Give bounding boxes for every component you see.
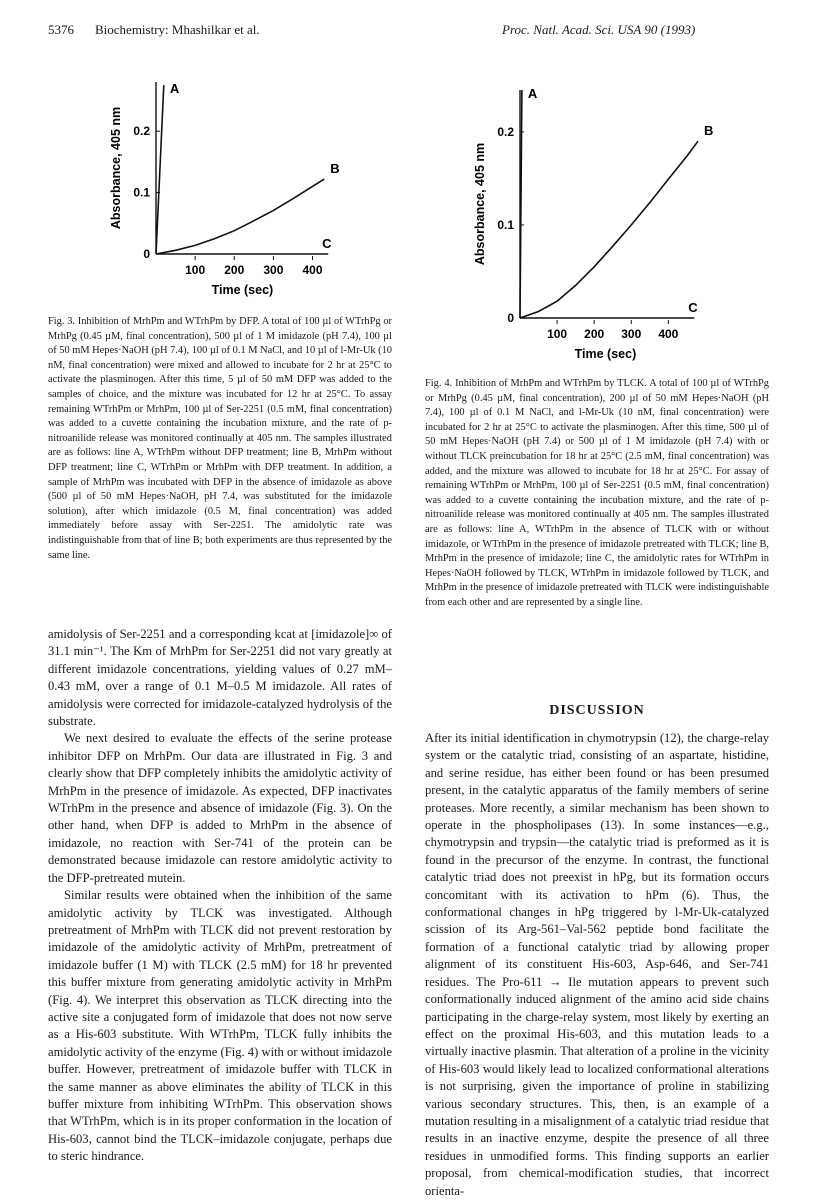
figure-4-caption-text: Inhibition of MrhPm and WTrhPm by TLCK. A total of 100 µl of WTrhPg or MrhPg (0.45 µM, final concentration), 200 µl of 50 mM Hepes·NaOH (pH 7.4), 100 µl of 0.1 M NaCl, and l-Mr-Uk (10 nM, final concentration) were incubated for 2 hr at 25°C to activate the plasminogen. After this time, 500 µl of 50 mM Hepes·NaOH (pH 7.4) or 500 µl of 1 M imidazole (pH 7.4) with or without TLCK preincubation for 18 hr at 25°C (2.5 mM, final concentration) was added, and the mixture was allowed to incubate for 18 hr at 25°C. For assay of remaining WTrhPm or MrhPm, 100 µl of Ser-2251 (0.5 mM, final concentration) was added to a cuvette containing the incubation mixture, and the rate of p-nitroanilide release was monitored continually at 405 nm. The samples illustrated are as follows: line A, WTrhPm in the absence of TLCK with or without imidazole, or WTrhPm in the presence of imidazole pretreated with TLCK; line B, MrhPm in the presence of imidazole; line C, the amidolytic rates for WTrhPm in Hepes·NaOH followed by TLCK, WTrhPm in imidazole followed by TLCK, and MrhPm in the presence of imidazole pretreated with TLCK were indistinguishable from each other and are represented by a single line.: [425, 378, 769, 608]
paragraph: Similar results were obtained when the inhibition of the same amidolytic activity by TLCK was investigated. Although pretreatment of MrhPm with TLCK did not prevent restoration by imidazole of the amidolytic activity of MrhPm, pretreatment of imidazole buffer (1 M) with TLCK (2.5 mM) for 18 hr prevented this buffer mixture from generating amidolytic activity in MrhPm (Fig. 4). We interpret this observation as TLCK directing into the active site a conjugated form of imidazole that does not now serve as a His-603 substitute. With WTrhPm, TLCK fully inhibits the amidolytic activity of the enzyme (Fig. 4) with or without imidazole buffer. However, pretreatment of imidazole buffer with TLCK in the same manner as above eliminates the ability of TLCK in this buffer mixture from inhibiting WTrhPm. This observation shows that WTrhPm, which is in its proper conformation in the location of His-603, cannot bind the TLCK–imidazole conjugate, perhaps due to steric hindrance.: [48, 888, 392, 1164]
figure-4-chart: [470, 84, 714, 370]
series-label-b: B: [330, 161, 340, 177]
figure-4-caption: [425, 377, 769, 611]
y-tick-label: 0.2: [133, 124, 150, 139]
x-tick-label: 100: [185, 263, 206, 277]
y-axis-label: Absorbance, 405 nm: [109, 106, 123, 230]
figure-3-chart: [100, 76, 340, 312]
x-axis-label: Time (sec): [574, 347, 637, 361]
paragraph: amidolysis of Ser-2251 and a corresponding kcat at [imidazole]∞ of 31.1 min⁻¹. The Km of MrhPm for Ser-2251 did not vary greatly at different imidazole concentrations, yielding values of 0.27 mM–0.43 mM, over a range of 0.1 M–0.5 M imidazole. All rates of amidolysis were corrected for imidazole-catalyzed hydrolysis of the substrate.: [48, 627, 392, 729]
y-tick-label: 0.1: [497, 217, 514, 232]
x-tick-label: 200: [224, 263, 245, 277]
x-tick-label: 300: [263, 263, 284, 277]
series-line-b: [156, 179, 324, 254]
x-tick-label: 300: [621, 327, 642, 341]
series-label-a: A: [169, 81, 180, 97]
y-axis-label: Absorbance, 405 nm: [473, 142, 487, 266]
series-line-a: [156, 85, 164, 254]
running-title-right: Proc. Natl. Acad. Sci. USA 90 (1993): [502, 22, 696, 37]
discussion-text: [425, 730, 769, 1200]
x-tick-label: 200: [584, 327, 605, 341]
x-axis-label: Time (sec): [211, 283, 274, 297]
figure-3-label: Fig. 3.: [48, 316, 75, 327]
series-label-c: C: [322, 236, 332, 251]
series-line-b: [520, 141, 698, 318]
y-tick-label: 0: [143, 247, 150, 261]
x-tick-label: 400: [302, 263, 323, 277]
figure-3-caption-text: Inhibition of MrhPm and WTrhPm by DFP. A total of 100 µl of WTrhPg or MrhPg (0.45 µM, final concentration), 500 µl of 1 M imidazole (pH 7.4), 100 µl of 50 mM Hepes·NaOH (pH 7.4), 100 µl of 0.1 M NaCl, and 10 µl of l-Mr-Uk (10 nM, final concentration) were mixed and allowed to incubate for 2 hr at 25°C to activate the plasminogen. After this time, 5 µl of 50 mM DFP was added to the samples of choice, and the mixture was incubated for 12 hr at 25°C. To assay remaining WTrhPm or MrhPm, 100 µl of Ser-2251 (0.5 mM, final concentration) was added to a cuvette containing the incubation mixture, and the rate of p-nitroanilide release was monitored continually at 405 nm. The samples illustrated are as follows: line A, WTrhPm without DFP treatment; line B, MrhPm without DFP treatment; line C, WTrhPm or MrhPm with DFP treatment. In addition, a sample of MrhPm was incubated with DFP in the absence of imidazole as above (500 µl of 50 mM Hepes·NaOH, pH 7.4, was substituted for the imidazole solution), after which imidazole (0.5 M, final concentration) was added immediately before assay with Ser-2251. The amidolytic rate was indistinguishable from that of line B; both experiments are thus represented by the same line.: [48, 316, 392, 561]
series-label-a: A: [527, 86, 538, 101]
running-title-left: Biochemistry: Mhashilkar et al.: [95, 22, 260, 37]
left-body-text: [48, 626, 392, 1166]
series-label-b: B: [704, 123, 714, 139]
discussion-heading: DISCUSSION: [549, 703, 645, 718]
x-tick-label: 400: [658, 327, 679, 341]
figure-3-caption: [48, 315, 392, 563]
y-tick-label: 0.2: [497, 124, 514, 139]
page-number: 5376: [48, 22, 74, 37]
figure-4-label: Fig. 4.: [425, 378, 453, 389]
y-tick-label: 0: [507, 311, 514, 325]
y-tick-label: 0.1: [133, 185, 150, 200]
series-label-c: C: [688, 300, 698, 315]
paragraph: We next desired to evaluate the effects of the serine protease inhibitor DFP on MrhPm. Our data are illustrated in Fig. 3 and clearly show that DFP completely inhibits the amidolytic activity of MrhPm in the presence of imidazole. As expected, DFP inactivates WTrhPm in the presence and absence of imidazole (Fig. 3). On the other hand, when DFP is added to MrhPm in the absence of imidazole, no reaction with Ser-741 of the protein can be demonstrated because imidazole can restore amidolytic activity to the DFP-pretreated mutein.: [48, 731, 392, 885]
x-tick-label: 100: [547, 327, 568, 341]
paragraph: After its initial identification in chymotrypsin (12), the charge-relay system or the catalytic triad, consisting of an aspartate, histidine, and serine residue, has either been found or has been presumed present, in the catalytic apparatus of the family members of serine proteases. More recently, a similar mechanism has been shown to operate in the phospholipases (13). In some instances—e.g., chymotrypsin and trypsin—the catalytic triad is preformed as it is found in the precursor of the enzyme. In contrast, the functional catalytic triad does not preexist in hPg, but its formation occurs concomitant with its activation to hPm (6). Thus, the conformational changes in hPg triggered by l-Mr-Uk-catalyzed scission of its Arg-561–Val-562 peptide bond facilitate the formation of a functional catalytic triad by allowing proper alignment of its constituent His-603, Asp-646, and Ser-741 residues. The Pro-611 → Ile mutation appears to prevent such conformationally induced alignment of the amino acid side chains participating in the charge-relay system, most likely by exerting an effect on the proximal His-603, and this mutation leads to a virtually inactive plasmin. That alteration of a proline in the vicinity of His-603 would likely lead to localized conformational alterations is not surprising, given the importance of proline in stabilizing various secondary structures. This, then, is an example of a mutation resulting in a misalignment of a catalytic triad residue that results in an inactive enzyme, despite the presence of all three residues in unmodified forms. This finding supports an earlier proposal, from chemical-modification studies, that incorrect orienta-: [425, 731, 769, 1198]
